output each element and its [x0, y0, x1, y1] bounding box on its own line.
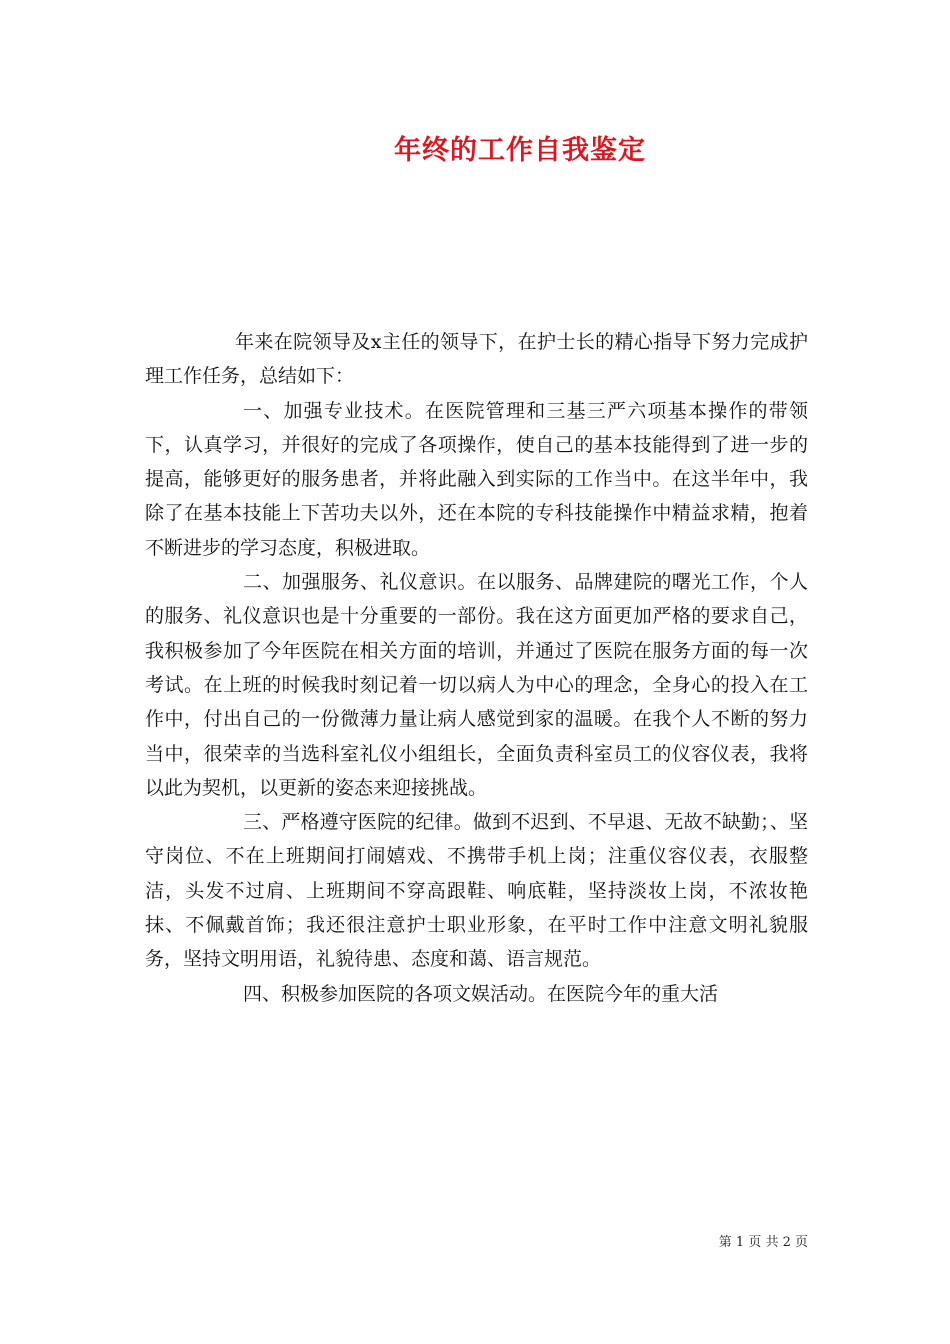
paragraph-section-1: 一、加强专业技术。在医院管理和三基三严六项基本操作的带领下，认真学习，并很好的完成了各项操作，使自己的基本技能得到了进一步的提高，能够更好的服务患者，并将此融入到实际的工作当中。在这半年中，我除了在基本技能上下苦功夫以外，还在本院的专科技能操作中精益求精，抱着不断进步的学习态度，积极进取。 [145, 399, 808, 559]
document-body [145, 325, 808, 1011]
paragraph-section-4: 四、积极参加医院的各项文娱活动。在医院今年的重大活 [243, 982, 719, 1005]
paragraph-section-2: 二、加强服务、礼仪意识。在以服务、品牌建院的曙光工作，个人的服务、礼仪意识也是十分重要的一部份。我在这方面更加严格的要求自己，我积极参加了今年医院在相关方面的培训，并通过了医院在服务方面的每一次考试。在上班的时候我时刻记着一切以病人为中心的理念，全身心的投入在工作中，付出自己的一份微薄力量让病人感觉到家的温暖。在我个人不断的努力当中，很荣幸的当选科室礼仪小组组长，全面负责科室员工的仪容仪表，我将以此为契机，以更新的姿态来迎接挑战。 [145, 571, 808, 799]
paragraph-intro: 年来在院领导及x主任的领导下，在护士长的精心指导下努力完成护理工作任务，总结如下： [145, 331, 808, 388]
document-title: 年终的工作自我鉴定 [394, 135, 646, 166]
paragraph-section-3: 三、严格遵守医院的纪律。做到不迟到、不早退、无故不缺勤；、坚守岗位、不在上班期间打闹嬉戏、不携带手机上岗；注重仪容仪表，衣服整洁，头发不过肩、上班期间不穿高跟鞋、响底鞋，坚持淡妆上岗，不浓妆艳抹、不佩戴首饰；我还很注意护士职业形象，在平时工作中注意文明礼貌服务，坚持文明用语，礼貌待患、态度和蔼、语言规范。 [145, 811, 808, 971]
page-number: 第 1 页 共 2 页 [718, 1235, 808, 1250]
